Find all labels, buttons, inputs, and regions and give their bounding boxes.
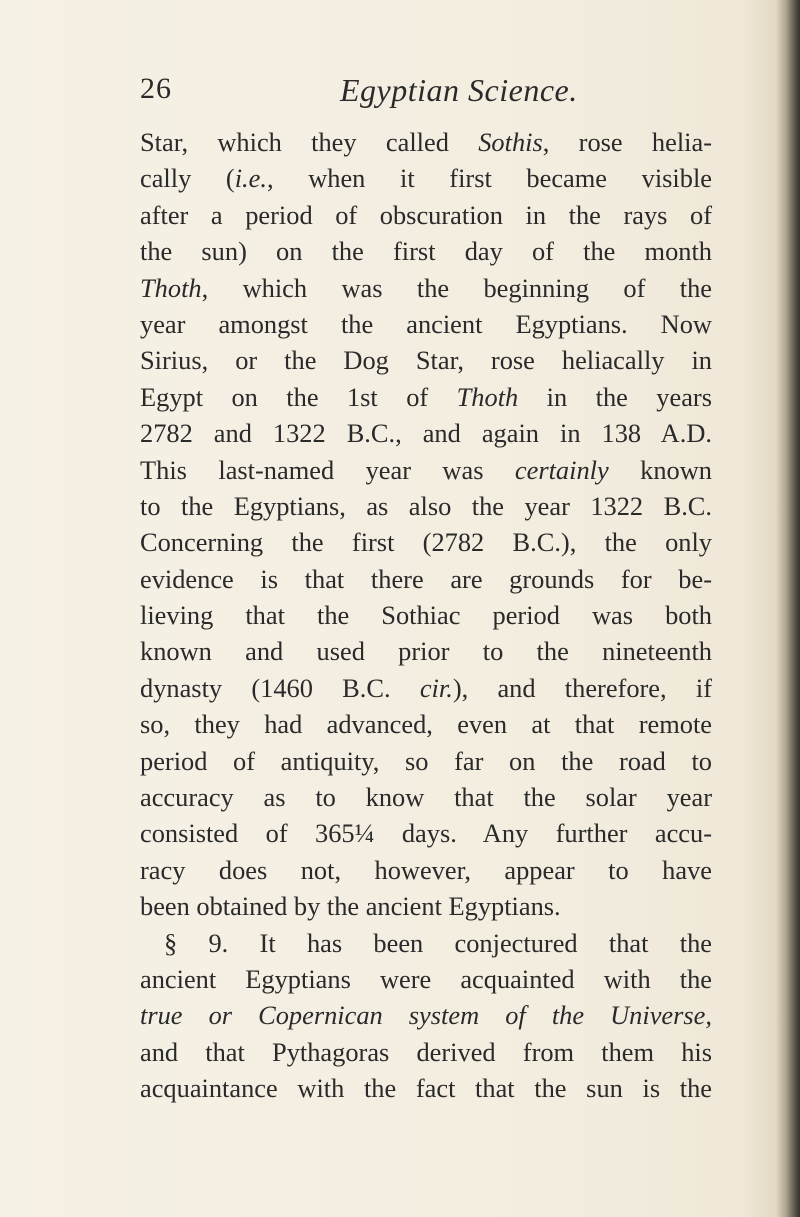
text-line — [140, 815, 712, 851]
page-header — [140, 72, 700, 122]
text-segment: ancient Egyptians were acquainted with the — [140, 963, 712, 994]
italic-text: Sothis — [478, 127, 543, 157]
text-line — [140, 379, 712, 415]
text-segment: lieving that the Sothiac period was both — [140, 600, 712, 631]
text-line — [140, 743, 712, 779]
page-edge-shadow — [786, 0, 800, 1217]
text-segment: 2782 and 1322 B.C., and again in 138 A.D. — [140, 418, 712, 449]
text-segment: after a period of obscuration in the rays of — [140, 199, 712, 230]
text-line — [140, 452, 712, 488]
text-line — [140, 124, 712, 160]
text-segment: known and used prior to the nineteenth — [140, 636, 712, 667]
text-segment: acquaintance with the fact that the sun is the — [140, 1073, 712, 1104]
text-line — [140, 524, 712, 560]
text-segment: Egypt on the 1st of — [140, 381, 457, 412]
italic-text: i.e. — [234, 163, 267, 194]
text-line — [140, 633, 712, 669]
text-line — [140, 852, 712, 888]
text-line — [140, 306, 712, 342]
text-segment: Sirius, or the Dog Star, rose heliacally in — [140, 345, 712, 376]
text-segment: , which was the beginning of the — [201, 272, 712, 303]
text-line — [140, 670, 712, 706]
italic-text: certainly — [514, 454, 609, 485]
text-line — [140, 415, 712, 451]
text-line — [140, 488, 712, 524]
text-segment: accuracy as to know that the solar year — [140, 782, 712, 813]
text-segment: § 9. It has been conjectured that the — [164, 927, 712, 958]
italic-text: Thoth — [140, 272, 202, 303]
text-segment: , when it first became visible — [266, 163, 712, 194]
text-segment: dynasty (1460 B.C. — [140, 672, 420, 703]
text-line — [140, 1034, 712, 1070]
text-segment: This last-named year was — [140, 454, 515, 485]
text-line — [140, 706, 712, 742]
text-segment: so, they had advanced, even at that remote — [140, 709, 712, 740]
running-head: Egyptian Science. — [340, 72, 578, 108]
text-line — [140, 561, 712, 597]
text-line — [140, 888, 712, 924]
text-line — [140, 779, 712, 815]
text-line — [140, 925, 712, 961]
italic-text: true or Copernican system of the Universe, — [140, 1000, 712, 1031]
text-segment: consisted of 365¼ days. Any further accu- — [140, 818, 712, 849]
text-line — [140, 342, 712, 378]
text-line — [140, 1070, 712, 1106]
text-segment: the sun) on the first day of the month — [140, 236, 712, 267]
text-segment: been obtained by the ancient Egyptians. — [140, 891, 561, 922]
text-line — [140, 997, 712, 1033]
text-segment: ), and therefore, if — [452, 672, 712, 703]
text-line — [140, 961, 712, 997]
text-line — [140, 270, 712, 306]
text-segment: Concerning the first (2782 B.C.), the only — [140, 527, 712, 558]
text-segment: year amongst the ancient Egyptians. Now — [140, 308, 712, 339]
text-line — [140, 233, 712, 269]
text-segment: in the years — [518, 381, 712, 412]
text-line — [140, 597, 712, 633]
text-segment: and that Pythagoras derived from them his — [140, 1036, 712, 1067]
text-line — [140, 197, 712, 233]
text-segment: known — [608, 454, 712, 485]
text-segment: cally ( — [140, 163, 235, 194]
text-segment: evidence is that there are grounds for be- — [140, 563, 712, 594]
text-segment: Star, which they called — [140, 127, 479, 157]
text-segment: , rose helia- — [542, 127, 713, 157]
text-segment: to the Egyptians, as also the year 1322 B.C. — [140, 490, 712, 521]
body-text — [140, 124, 712, 1107]
page-number: 26 — [140, 72, 172, 105]
italic-text: cir. — [419, 672, 453, 703]
italic-text: Thoth — [456, 381, 519, 412]
text-line — [140, 160, 712, 196]
text-segment: racy does not, however, appear to have — [140, 854, 712, 885]
text-segment: period of antiquity, so far on the road to — [140, 745, 712, 776]
